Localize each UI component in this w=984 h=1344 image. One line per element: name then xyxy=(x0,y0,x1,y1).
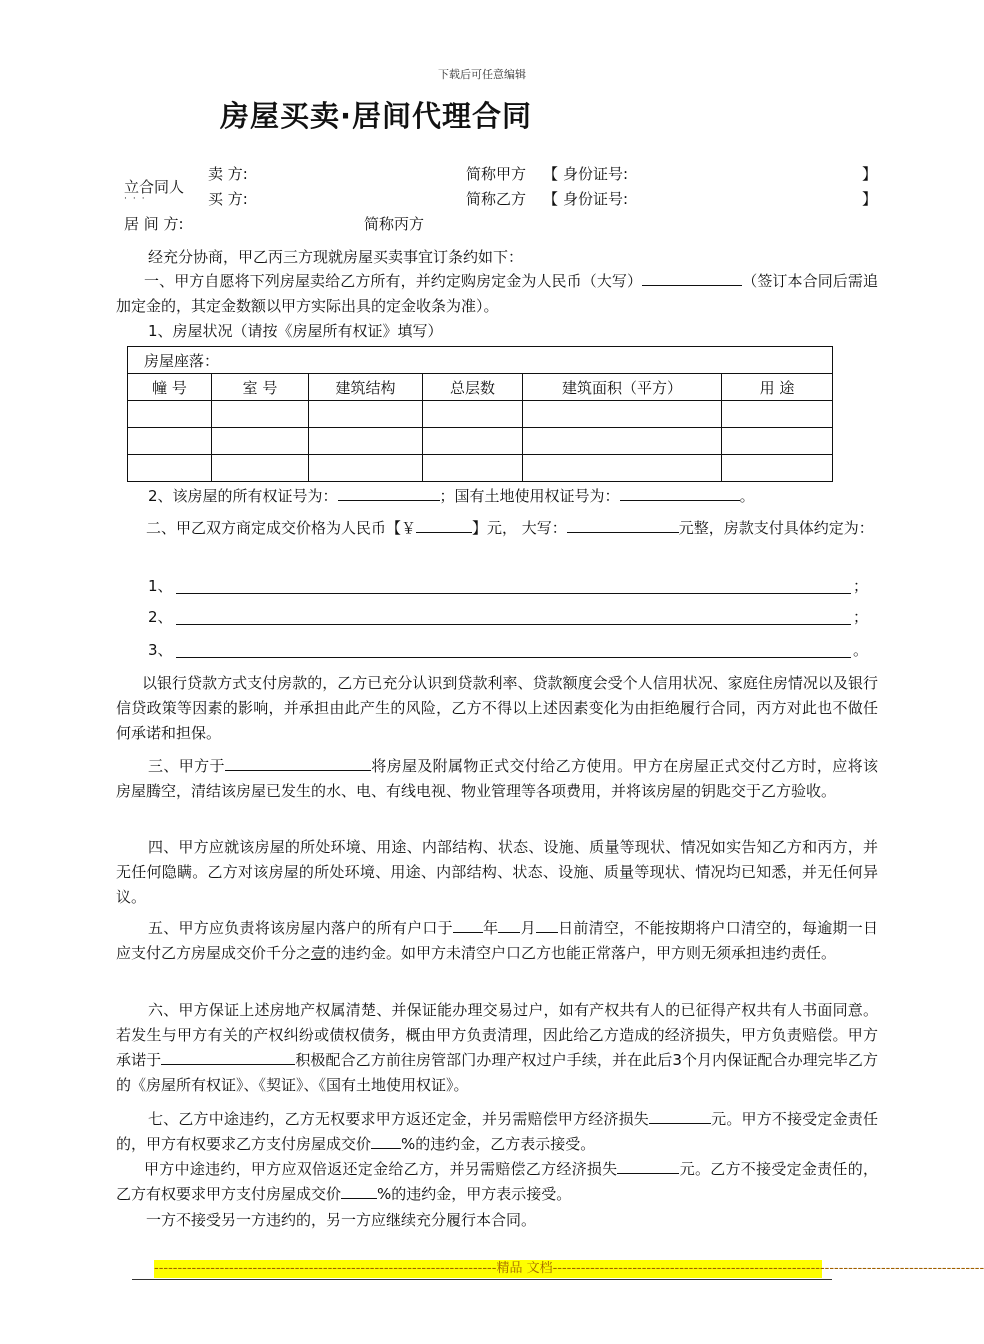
table-row xyxy=(128,455,833,482)
buyer-alias: 简称乙方 xyxy=(466,190,527,208)
clause-1-text-b: （签订本合同后需追加定金的，其定金数额以甲方实际出具的定金收条为准）。 xyxy=(116,272,878,315)
property-location-cell xyxy=(128,347,833,374)
table-cell[interactable] xyxy=(128,401,212,428)
table-header: 幢 号 xyxy=(128,374,212,401)
clause-7-p3: 一方不接受另一方违约的，另一方应继续充分履行本合同。 xyxy=(146,1211,537,1229)
buyer-id-label: 身份证号: xyxy=(563,190,629,208)
table-cell[interactable] xyxy=(212,401,309,428)
table-cell[interactable] xyxy=(523,428,722,455)
deposit-amount-blank[interactable] xyxy=(642,271,742,286)
clause-6 xyxy=(116,998,878,1098)
clause-7-p2-c: %的违约金，甲方表示接受。 xyxy=(377,1185,572,1203)
loan-note: 以银行贷款方式支付房款的，乙方已充分认识到贷款利率、贷款额度会受个人信用状况、家庭住房情况以及银行信贷政策等因素的影响，并承担由此产生的风险，乙方不得以上述因素变化为由拒绝履行合同，丙方对此也不做任何承诺和担保。 xyxy=(116,674,878,742)
clause-7-p1-b: 元。甲方不接受定金责任的，甲方有权要求乙方支付房屋成交价 xyxy=(116,1110,878,1153)
clause-5-text-b: 日前清空，不能按期将户口清空的，每逾期一日应支付乙方房屋成交价千分之 xyxy=(116,919,878,962)
clause-7-p1-c: %的违约金，乙方表示接受。 xyxy=(401,1135,596,1153)
buyer-loss-blank[interactable] xyxy=(649,1109,711,1124)
clause-1-text-a: 一、甲方自愿将下列房屋卖给乙方所有，并约定购房定金为人民币（大写） xyxy=(144,272,643,290)
seller-bracket-open: 【 xyxy=(543,165,559,183)
table-header: 建筑面积（平方） xyxy=(523,374,722,401)
clause-2-text-a: 二、甲乙双方商定成交价格为人民币【￥ xyxy=(146,519,417,537)
clause-1-sub2-b: ；国有土地使用权证号为： xyxy=(439,487,620,505)
table-cell[interactable] xyxy=(212,428,309,455)
payment-item-1-end: ； xyxy=(853,577,869,595)
payment-item-3-line[interactable] xyxy=(176,657,851,658)
property-table xyxy=(127,346,833,482)
clause-1-sub2 xyxy=(148,485,755,507)
payment-item-3-end: 。 xyxy=(853,641,869,659)
seller-alias: 简称甲方 xyxy=(466,165,527,183)
agent-alias: 简称丙方 xyxy=(364,215,425,233)
penalty-rate: 壹 xyxy=(311,944,327,962)
table-cell[interactable] xyxy=(423,401,523,428)
hukou-year-blank[interactable] xyxy=(453,918,483,933)
land-cert-blank[interactable] xyxy=(620,486,740,501)
payment-item-2-end: ； xyxy=(853,608,869,626)
table-cell[interactable] xyxy=(722,455,833,482)
payment-item-3-num: 3、 xyxy=(148,641,173,659)
payment-item-1-line[interactable] xyxy=(176,593,851,594)
clause-1-sub2-c: 。 xyxy=(739,487,755,505)
table-header: 用 途 xyxy=(722,374,833,401)
intro-text: 经充分协商，甲乙丙三方现就房屋买卖事宜订条约如下： xyxy=(148,248,524,266)
table-cell[interactable] xyxy=(309,455,423,482)
payment-item-1-num: 1、 xyxy=(148,577,173,595)
seller-loss-blank[interactable] xyxy=(617,1159,679,1174)
seller-label: 卖 方: xyxy=(208,165,248,183)
table-cell[interactable] xyxy=(309,401,423,428)
price-words-blank[interactable] xyxy=(567,518,679,533)
header-note: 下载后可任意编辑 xyxy=(438,68,526,81)
table-row xyxy=(128,401,833,428)
clause-1 xyxy=(116,269,878,319)
table-cell[interactable] xyxy=(423,455,523,482)
transfer-date-blank[interactable] xyxy=(161,1050,295,1065)
clause-2-text-b: 】元， 大写： xyxy=(472,519,567,537)
table-header-row xyxy=(128,374,833,401)
clause-3-text-b: 将房屋及附属物正式交付给乙方使用。甲方在房屋正式交付乙方时，应将该房屋腾空，清结该房屋已发生的水、电、有线电视、物业管理等各项费用，并将该房屋的钥匙交于乙方验收。 xyxy=(116,757,878,800)
clause-4: 四、甲方应就该房屋的所处环境、用途、内部结构、状态、设施、质量等现状、情况如实告知乙方和丙方，并无任何隐瞒。乙方对该房屋的所处环境、用途、内部结构、状态、设施、质量等现状、情况均已知悉，并无任何异议。 xyxy=(116,838,878,906)
clause-2 xyxy=(116,516,878,541)
party-group-label: 立合同人 xyxy=(124,178,185,196)
footer-dashes-left: ------------------------------------------------------------------------- xyxy=(154,1261,497,1276)
clause-1-sub2-a: 2、该房屋的所有权证号为： xyxy=(148,487,338,505)
clause-7-p2-a: 甲方中途违约，甲方应双倍返还定金给乙方，并另需赔偿乙方经济损失 xyxy=(144,1160,618,1178)
buyer-label: 买 方: xyxy=(208,190,248,208)
buyer-bracket-open: 【 xyxy=(543,190,559,208)
footer-text: 精品 文档 xyxy=(496,1261,553,1276)
table-cell[interactable] xyxy=(423,428,523,455)
agent-label: 居 间 方: xyxy=(124,215,184,233)
clause-5-text-a: 五、甲方应负责将该房屋内落户的所有户口于 xyxy=(148,919,453,937)
buyer-penalty-pct-blank[interactable] xyxy=(371,1134,401,1149)
footer-banner xyxy=(154,1260,984,1278)
table-cell[interactable] xyxy=(523,455,722,482)
clause-5-year: 年 xyxy=(482,919,499,937)
payment-item-2-num: 2、 xyxy=(148,608,173,626)
table-cell[interactable] xyxy=(128,428,212,455)
clause-5-month: 月 xyxy=(520,919,536,937)
seller-penalty-pct-blank[interactable] xyxy=(341,1184,377,1199)
clause-6-text-b: 积极配合乙方前往房管部门办理产权过户手续，并在此后3个月内保证配合办理完毕乙方的《房屋所有权证》、《契证》、《国有土地使用权证》。 xyxy=(116,1051,878,1094)
clause-7-p2 xyxy=(116,1157,878,1207)
seller-bracket-close: 】 xyxy=(862,165,878,183)
table-header: 总层数 xyxy=(423,374,523,401)
table-cell[interactable] xyxy=(309,428,423,455)
table-header: 建筑结构 xyxy=(309,374,423,401)
handover-date-blank[interactable] xyxy=(225,756,371,771)
clause-2-text-c: 元整，房款支付具体约定为： xyxy=(678,519,874,537)
clause-3-text-a: 三、甲方于 xyxy=(148,757,225,775)
footer-divider xyxy=(132,1279,832,1280)
emphasis-dots: ··· xyxy=(124,194,151,204)
clause-3 xyxy=(116,754,878,804)
document-title: 房屋买卖·居间代理合同 xyxy=(220,99,533,133)
ownership-cert-blank[interactable] xyxy=(338,486,440,501)
table-cell[interactable] xyxy=(523,401,722,428)
footer-dashes-right: -------------------------------------------------------------------------------------------- xyxy=(552,1261,984,1276)
clause-1-sub1: 1、房屋状况（请按《房屋所有权证》填写） xyxy=(148,322,443,340)
clause-5 xyxy=(116,916,878,966)
table-header: 室 号 xyxy=(212,374,309,401)
clause-7-p2-b: 元。乙方不接受定金责任的，乙方有权要求甲方支付房屋成交价 xyxy=(116,1160,878,1203)
property-location-label: 房屋座落： xyxy=(144,351,220,370)
table-cell[interactable] xyxy=(722,428,833,455)
table-cell[interactable] xyxy=(128,455,212,482)
clause-7-p1 xyxy=(116,1107,878,1157)
table-row xyxy=(128,428,833,455)
hukou-day-blank[interactable] xyxy=(536,918,558,933)
clause-6-text-a: 六、甲方保证上述房地产权属清楚、并保证能办理交易过户，如有产权共有人的已征得产权共有人书面同意。若发生与甲方有关的产权纠纷或债权债务，概由甲方负责清理，因此给乙方造成的经济损失，甲方负责赔偿。甲方承诺于 xyxy=(116,1001,878,1069)
table-cell[interactable] xyxy=(212,455,309,482)
payment-item-2-line[interactable] xyxy=(176,624,851,625)
price-number-blank[interactable] xyxy=(416,518,472,533)
buyer-bracket-close: 】 xyxy=(862,190,878,208)
clause-5-text-c: 的违约金。如甲方未清空户口乙方也能正常落户，甲方则无须承担违约责任。 xyxy=(326,944,837,962)
table-cell[interactable] xyxy=(722,401,833,428)
clause-7-p1-a: 七、乙方中途违约，乙方无权要求甲方返还定金，并另需赔偿甲方经济损失 xyxy=(148,1110,649,1128)
hukou-month-blank[interactable] xyxy=(498,918,520,933)
seller-id-label: 身份证号: xyxy=(563,165,629,183)
